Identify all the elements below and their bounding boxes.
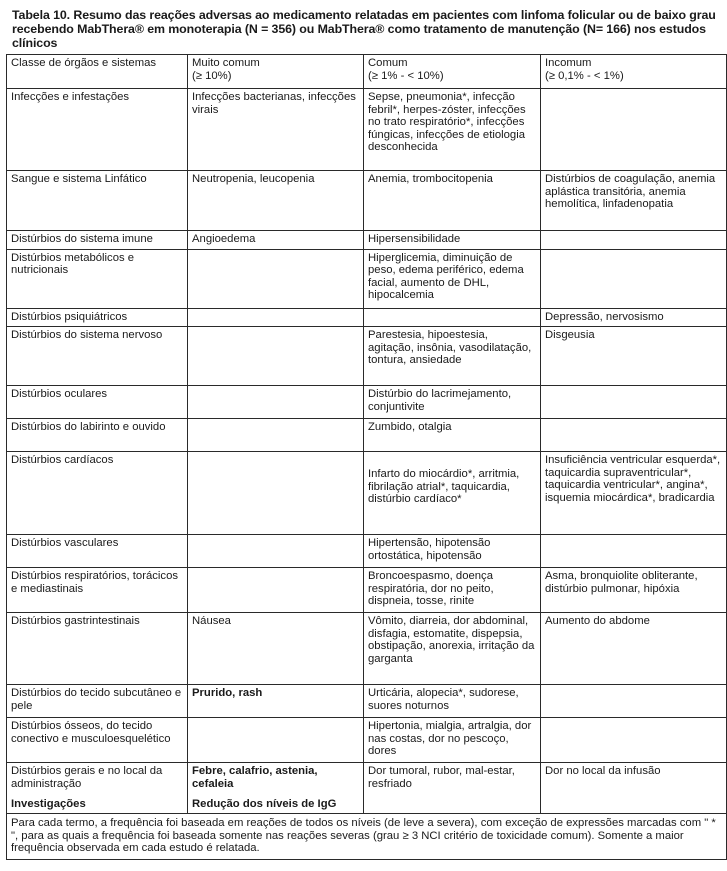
organ-class-cell: Distúrbios do labirinto e ouvido: [7, 419, 188, 452]
organ-class-cell: Infecções e infestações: [7, 89, 188, 171]
organ-class-cell: Distúrbios cardíacos: [7, 452, 188, 535]
very-common-cell: [188, 419, 364, 452]
organ-class-cell: Distúrbios do sistema nervoso: [7, 327, 188, 386]
table-row: [7, 308, 727, 327]
uncommon-cell: [541, 685, 727, 718]
table-row: [7, 613, 727, 685]
very-common-cell: [188, 327, 364, 386]
organ-class-cell: Distúrbios gastrintestinais: [7, 613, 188, 685]
very-common-cell: [188, 535, 364, 568]
organ-class-cell: Distúrbios oculares: [7, 386, 188, 419]
common-cell: Hipersensibilidade: [364, 231, 541, 250]
organ-class-cell: Sangue e sistema Linfático: [7, 171, 188, 231]
very-common-cell: Febre, calafrio, astenia, cefaleia: [188, 763, 364, 796]
table-row: [7, 685, 727, 718]
table-header-row: [7, 55, 727, 89]
uncommon-cell: Depressão, nervosismo: [541, 308, 727, 327]
common-cell: Sepse, pneumonia*, infecção febril*, herpes-zóster, infecções no trato respiratório*, infecções fúngicas, infecções de etiologia desconhecida: [364, 89, 541, 171]
uncommon-cell: Aumento do abdome: [541, 613, 727, 685]
table-row: [7, 249, 727, 308]
table-title: Tabela 10. Resumo das reações adversas ao medicamento relatadas em pacientes com linfoma folicular ou de baixo grau recebendo MabThera® em monoterapia (N = 356) ou MabThera® como tratamento de manutenção (N= 166) nos estudos clínicos: [12, 8, 716, 50]
common-cell: Distúrbio do lacrimejamento, conjuntivite: [364, 386, 541, 419]
very-common-cell: [188, 718, 364, 763]
very-common-cell: Náusea: [188, 613, 364, 685]
table-row: [7, 419, 727, 452]
table-row: [7, 231, 727, 250]
common-cell: Hipertensão, hipotensão ortostática, hipotensão: [364, 535, 541, 568]
table-row: [7, 535, 727, 568]
very-common-cell: [188, 568, 364, 613]
header-common: Comum (≥ 1% - < 10%): [364, 55, 541, 89]
very-common-cell: Infecções bacterianas, infecções virais: [188, 89, 364, 171]
organ-class-cell: Investigações: [7, 796, 188, 814]
adverse-reactions-table: [6, 54, 727, 860]
organ-class-cell: Distúrbios vasculares: [7, 535, 188, 568]
uncommon-cell: [541, 89, 727, 171]
common-cell: [364, 308, 541, 327]
very-common-cell: [188, 308, 364, 327]
uncommon-cell: Distúrbios de coagulação, anemia aplástica transitória, anemia hemolítica, linfadenopatia: [541, 171, 727, 231]
header-very-common: Muito comum (≥ 10%): [188, 55, 364, 89]
common-cell: Anemia, trombocitopenia: [364, 171, 541, 231]
uncommon-cell: [541, 535, 727, 568]
table-row: [7, 89, 727, 171]
uncommon-cell: [541, 249, 727, 308]
table-row: [7, 763, 727, 796]
very-common-cell: Redução dos níveis de IgG: [188, 796, 364, 814]
organ-class-cell: Distúrbios psiquiátricos: [7, 308, 188, 327]
organ-class-cell: Distúrbios metabólicos e nutricionais: [7, 249, 188, 308]
very-common-cell: Neutropenia, leucopenia: [188, 171, 364, 231]
header-uncommon: Incomum (≥ 0,1% - < 1%): [541, 55, 727, 89]
common-cell: Dor tumoral, rubor, mal-estar, resfriado: [364, 763, 541, 814]
uncommon-cell: [541, 386, 727, 419]
very-common-cell: Prurido, rash: [188, 685, 364, 718]
common-cell: Broncoespasmo, doença respiratória, dor no peito, dispneia, tosse, rinite: [364, 568, 541, 613]
organ-class-cell: Distúrbios respiratórios, torácicos e mediastinais: [7, 568, 188, 613]
table-row: [7, 171, 727, 231]
uncommon-cell: [541, 718, 727, 763]
common-cell: Infarto do miocárdio*, arritmia, fibrilação atrial*, taquicardia, distúrbio cardíaco*: [364, 452, 541, 535]
table-row: [7, 718, 727, 763]
very-common-cell: [188, 249, 364, 308]
table-row: [7, 568, 727, 613]
footnote: Para cada termo, a frequência foi baseada em reações de todos os níveis (de leve a severa), com exceção de expressões marcadas com " * ", para as quais a frequência foi baseada somente nas reações severas (grau ≥ 3 NCI critério de toxicidade comum). Somente a maior frequência observada em cada estudo é relatada.: [7, 814, 727, 859]
organ-class-cell: Distúrbios do sistema imune: [7, 231, 188, 250]
common-cell: Hipertonia, mialgia, artralgia, dor nas costas, dor no pescoço, dores: [364, 718, 541, 763]
organ-class-cell: Distúrbios gerais e no local da administração: [7, 763, 188, 796]
very-common-cell: [188, 452, 364, 535]
footnote-row: [7, 814, 727, 859]
uncommon-cell: [541, 231, 727, 250]
uncommon-cell: Dor no local da infusão: [541, 763, 727, 814]
table-row: [7, 327, 727, 386]
header-organ-class: Classe de órgãos e sistemas: [7, 55, 188, 89]
common-cell: Vômito, diarreia, dor abdominal, disfagia, estomatite, dispepsia, obstipação, anorexia, irritação da garganta: [364, 613, 541, 685]
very-common-cell: [188, 386, 364, 419]
uncommon-cell: Asma, bronquiolite obliterante, distúrbio pulmonar, hipóxia: [541, 568, 727, 613]
common-cell: Urticária, alopecia*, sudorese, suores noturnos: [364, 685, 541, 718]
common-cell: Parestesia, hipoestesia, agitação, insônia, vasodilatação, tontura, ansiedade: [364, 327, 541, 386]
organ-class-cell: Distúrbios ósseos, do tecido conectivo e musculoesquelético: [7, 718, 188, 763]
common-cell: Zumbido, otalgia: [364, 419, 541, 452]
table-row: [7, 452, 727, 535]
uncommon-cell: [541, 419, 727, 452]
very-common-cell: Angioedema: [188, 231, 364, 250]
common-cell: Hiperglicemia, diminuição de peso, edema periférico, edema facial, aumento de DHL, hipocalcemia: [364, 249, 541, 308]
uncommon-cell: Disgeusia: [541, 327, 727, 386]
uncommon-cell: Insuficiência ventricular esquerda*, taquicardia supraventricular*, taquicardia ventricular*, angina*, isquemia miocárdica*, bradicardia: [541, 452, 727, 535]
table-row: [7, 386, 727, 419]
organ-class-cell: Distúrbios do tecido subcutâneo e pele: [7, 685, 188, 718]
